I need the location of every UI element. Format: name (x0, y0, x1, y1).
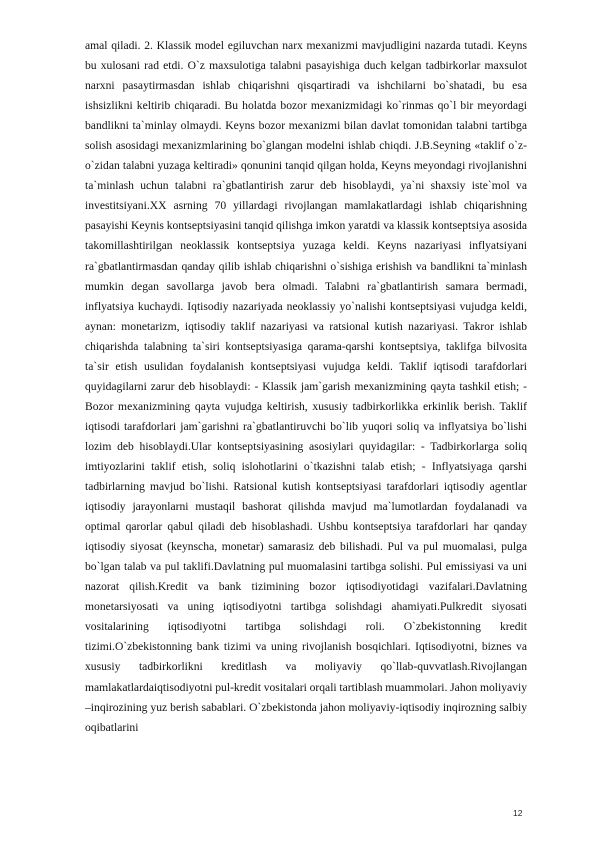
body-paragraph: amal qiladi. 2. Klassik model egiluvchan narx mexanizmi mavjudligini nazarda tutadi. Keyns bu xulosani rad etdi. O`z maxsulotiga talabni pasayishiga duch kelgan tadbirkorlar maxsulot narxni pasaytirmasdan ishlab chiqarishni qisqartiradi va ishchilarni bo`shatadi, bu esa ishsizlikni keltirib chiqaradi. Bu holatda bozor mexanizmidagi ko`rinmas qo`l bir meyordagi bandlikni ta`minlay olmaydi. Keyns bozor mexanizmi bilan davlat tomonidan talabni tartibga solish asosidagi mexanizmlarining bo`glangan modelni ishlab chiqdi. J.B.Seyning «taklif o`z-o`zidan talabni yuzaga keltiradi» qonunini tanqid qilgan holda, Keyns meyondagi rivojlanishni ta`minlash uchun talabni ra`gbatlantirish zarur deb hisoblaydi, ya`ni shaxsiy iste`mol va investitsiyani.XX asrning 70 yillardagi rivojlangan mamlakatlardagi ishlab chiqarishning pasayishi Keynis kontseptsiyasini tanqid qilishga imkon yaratdi va klassik kontseptsiya asosida takomillashtirilgan neoklassik kontseptsiya yuzaga keldi. Keyns nazariyasi inflyatsiyani ra`gbatlantirmasdan qanday qilib ishlab chiqarishni o`sishiga erishish va bandlikni ta`minlash mumkin degan savollarga javob bera olmadi. Talabni ra`gbatlantirish samara bermadi, inflyatsiya kuchaydi. Iqtisodiy nazariyada neoklassiy yo`nalishi kontseptsiyasi vujudga keldi, aynan: monetarizm, iqtisodiy taklif nazariyasi va ratsional kutish nazariyasi. Takror ishlab chiqarishda talabning ta`siri kontseptsiyasiga qarama-qarshi kontseptsiya, taklifga bilvosita ta`sir etish usulidan foydalanish kontseptsiyasi vujudga keldi. Taklif iqtisodi tarafdorlari quyidagilarni zarur deb hisoblaydi: - Klassik jam`garish mexanizmining qayta tashkil etish; - Bozor mexanizmining qayta vujudga keltirish, xususiy tadbirkorlikka erkinlik berish. Taklif iqtisodi tarafdorlari jam`garishni ra`gbatlantiruvchi bo`lib yuqori soliq va inflyatsiya bo`lishi lozim deb hisoblaydi.Ular kontseptsiyasining asosiylari quyidagilar: - Tadbirkorlarga soliq imtiyozlarini taklif etish, soliq islohotlarini o`tkazishni talab etish; - Inflyatsiyaga qarshi tadbirlarning mavjud bo`lishi. Ratsional kutish kontseptsiyasi tarafdorlari iqtisodiy agentlar iqtisodiy jarayonlarni mustaqil bashorat qilishda mavjud ma`lumotlardan foydalanadi va optimal qarorlar qabul qiladi deb hisoblashadi. Ushbu kontseptsiya tarafdorlari har qanday iqtisodiy siyosat (keynscha, monetar) samarasiz deb bilishadi. Pul va pul muomalasi, pulga bo`lgan talab va pul taklifi.Davlatning pul muomalasini tartibga solishi. Pul emissiyasi va uni nazorat qilish.Kredit va bank tizimining bozor iqtisodiyotidagi vazifalari.Davlatning monetarsiyosati va uning iqtisodiyotni tartibga solishdagi ahamiyati.Pulkredit siyosati vositalarining iqtisodiyotni tartibga solishdagi roli. O`zbekistonning kredit tizimi.O`zbekistonning bank tizimi va uning rivojlanish bosqichlari. Iqtisodiyotni, biznes va xususiy tadbirkorlikni kreditlash va moliyaviy qo`llab-quvvatlash.Rivojlangan mamlakatlardaiqtisodiyotni pul-kredit vositalari orqali tartiblash muammolari. Jahon moliyaviy –inqirozining yuz berish sabablari. O`zbekistonda jahon moliyaviy-iqtisodiy inqirozning salbiy oqibatlarini (85, 39, 527, 734)
document-page (85, 36, 527, 826)
page-number: 12 (513, 808, 523, 818)
